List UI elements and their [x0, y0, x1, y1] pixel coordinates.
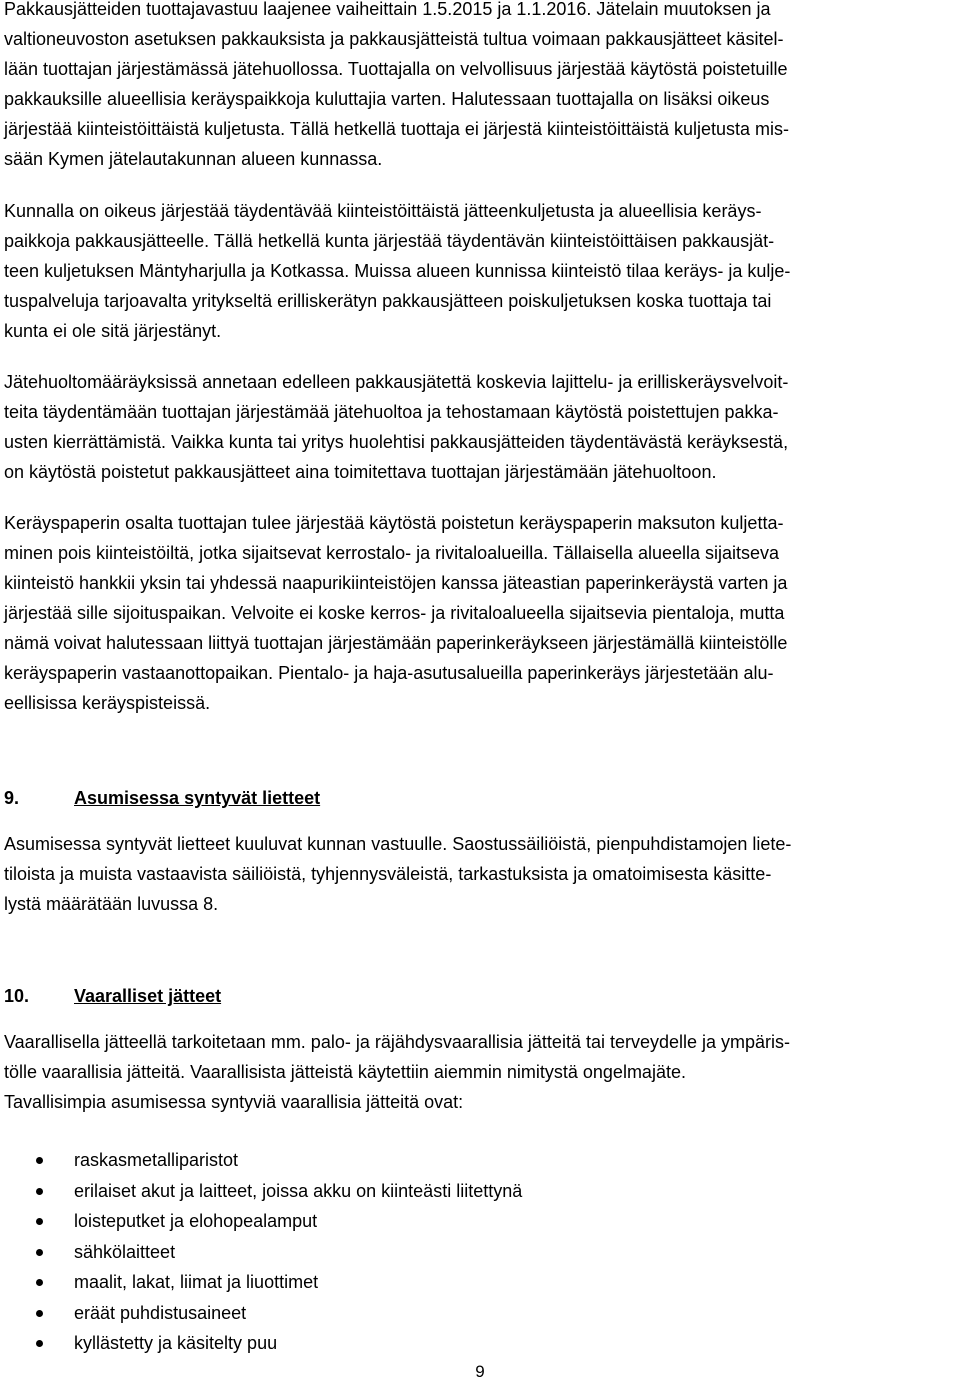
page-number: 9	[475, 1362, 485, 1381]
text-line: eellisissa keräyspisteissä.	[4, 693, 211, 713]
list-item	[4, 1267, 522, 1298]
text-line: on käytöstä poistetut pakkausjätteet aina toimitettava tuottajan järjestämään jätehuoltoon.	[4, 462, 717, 482]
list-item-text: kyllästetty ja käsitelty puu	[74, 1333, 278, 1353]
paragraph-packaging-responsibility	[4, 0, 956, 174]
list-item	[4, 1206, 522, 1237]
text-line: teen kuljetuksen Mäntyharjulla ja Kotkassa. Muissa alueen kunnissa kiinteistö tilaa keräys- ja kulje-	[4, 261, 791, 281]
paragraph-hazardous-waste	[4, 1027, 956, 1117]
text-line: Vaarallisella jätteellä tarkoitetaan mm. palo- ja räjähdysvaarallisia jätteitä tai terveydelle ja ympäris-	[4, 1032, 791, 1052]
list-item-text: raskasmetalliparistot	[74, 1150, 239, 1170]
list-item-text: eräät puhdistusaineet	[74, 1302, 247, 1323]
text-line: lystä määrätään luvussa 8.	[4, 894, 219, 914]
text-line: sään Kymen jätelautakunnan alueen kunnassa.	[4, 149, 383, 169]
text-line: Asumisessa syntyvät lietteet kuuluvat kunnan vastuulle. Saostussäiliöistä, pienpuhdistamojen liete-	[4, 834, 792, 854]
text-line: lään tuottajan järjestämässä jätehuollossa. Tuottajalla on velvollisuus järjestää käytöstä poistetuille	[4, 59, 788, 79]
text-line: teita täydentämään tuottajan järjestämää jätehuoltoa ja tehostamaan käytöstä poistettujen pakka-	[4, 402, 779, 422]
bullet-icon	[36, 1340, 43, 1347]
bullet-icon	[36, 1218, 43, 1225]
text-line: Pakkausjätteiden tuottajavastuu laajenee vaiheittain 1.5.2015 ja 1.1.2016. Jätelain muutoksen ja	[4, 0, 771, 19]
text-line: kunta ei ole sitä järjestänyt.	[4, 321, 222, 341]
text-line: paikkoja pakkausjätteelle. Tällä hetkellä kunta järjestää täydentävän kiinteistöittäisen pakkausjät-	[4, 231, 775, 251]
text-line: pakkauksille alueellisia keräyspaikkoja kuluttajia varten. Halutessaan tuottajalla on lisäksi oikeus	[4, 89, 770, 109]
section-heading-10	[4, 981, 221, 1011]
bullet-icon	[36, 1310, 43, 1317]
text-line: Tavallisimpia asumisessa syntyviä vaarallisia jätteitä ovat:	[4, 1092, 464, 1112]
paragraph-waste-regulations	[4, 367, 956, 487]
list-item	[4, 1328, 522, 1359]
section-number: 9.	[4, 788, 20, 808]
list-item-text: loisteputket ja elohopealamput	[74, 1211, 318, 1231]
text-line: Keräyspaperin osalta tuottajan tulee järjestää käytöstä poistetun keräyspaperin maksuton kuljetta-	[4, 513, 784, 533]
text-line: usten kierrättämistä. Vaikka kunta tai yritys huolehtisi pakkausjätteiden täydentävästä keräyksestä,	[4, 432, 789, 452]
list-item-text: sähkölaitteet	[74, 1241, 176, 1262]
text-line: kiinteistö hankkii yksin tai yhdessä naapurikiinteistöjen kanssa jäteastian paperinkeräystä varten ja	[4, 573, 788, 593]
section-number: 10.	[4, 986, 30, 1006]
section-title: Asumisessa syntyvät lietteet	[74, 788, 321, 808]
paragraph-sludge	[4, 829, 956, 919]
list-item-text: maalit, lakat, liimat ja liuottimet	[74, 1272, 319, 1292]
bullet-icon	[36, 1249, 43, 1256]
list-item	[4, 1298, 522, 1329]
bullet-icon	[36, 1157, 43, 1164]
text-line: järjestää sille sijoituspaikan. Velvoite ei koske kerros- ja rivitaloalueella sijaitsevia pientaloja, mutta	[4, 603, 785, 623]
text-line: Jätehuoltomääräyksissä annetaan edelleen pakkausjätettä koskevia lajittelu- ja erilliskeräysvelvoit-	[4, 372, 789, 392]
bullet-icon	[36, 1279, 43, 1286]
text-line: valtioneuvoston asetuksen pakkauksista ja pakkausjätteistä tultua voimaan pakkausjätteet käsitel-	[4, 29, 784, 49]
text-line: tölle vaarallisia jätteitä. Vaarallisista jätteistä käytettiin aiemmin nimitystä ongelmajäte.	[4, 1062, 686, 1082]
bullet-icon	[36, 1188, 43, 1195]
text-line: tiloista ja muista vastaavista säiliöistä, tyhjennysväleistä, tarkastuksista ja omatoimisesta käsitte-	[4, 864, 772, 884]
section-heading-9	[4, 783, 320, 813]
text-line: järjestää kiinteistöittäistä kuljetusta. Tällä hetkellä tuottaja ei järjestä kiinteistöittäistä kuljetusta mis-	[4, 119, 790, 139]
list-item	[4, 1145, 522, 1176]
hazardous-waste-list	[4, 1145, 522, 1359]
text-line: keräyspaperin vastaanottopaikan. Pientalo- ja haja-asutusalueilla paperinkeräys järjestetään alu-	[4, 663, 774, 683]
paragraph-municipality-rights	[4, 196, 956, 346]
text-line: nämä voivat halutessaan liittyä tuottajan järjestämään paperinkeräykseen järjestämällä kiinteistölle	[4, 633, 788, 653]
text-line: tuspalveluja tarjoavalta yritykseltä erilliskerätyn pakkausjätteen poiskuljetuksen koska tuottaja tai	[4, 291, 772, 311]
list-item	[4, 1237, 522, 1268]
list-item	[4, 1176, 522, 1207]
text-line: minen pois kiinteistöiltä, jotka sijaitsevat kerrostalo- ja rivitaloalueilla. Tällaisella alueella sijaitseva	[4, 543, 780, 563]
section-title: Vaaralliset jätteet	[74, 986, 222, 1006]
paragraph-waste-paper	[4, 508, 956, 718]
text-line: Kunnalla on oikeus järjestää täydentävää kiinteistöittäistä jätteenkuljetusta ja alueellisia keräys-	[4, 201, 762, 221]
list-item-text: erilaiset akut ja laitteet, joissa akku on kiinteästi liitettynä	[74, 1180, 523, 1201]
